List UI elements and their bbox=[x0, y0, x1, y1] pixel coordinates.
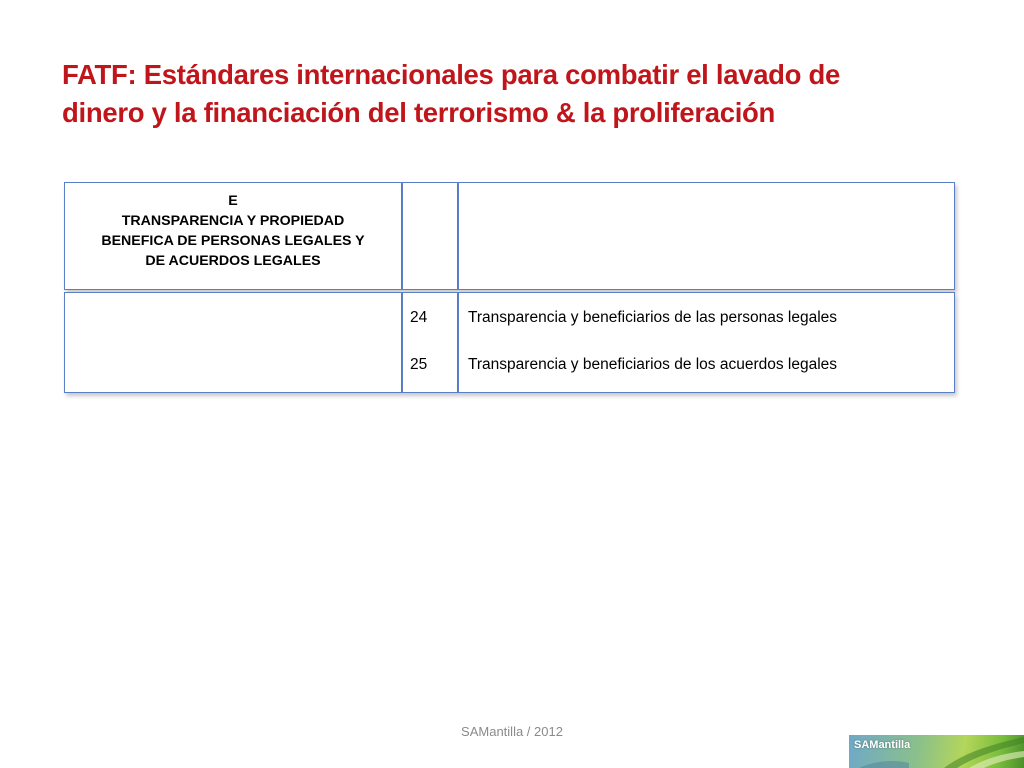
slide-title bbox=[62, 56, 962, 132]
recommendation-number: 24 bbox=[410, 309, 428, 326]
table-header-description-cell bbox=[458, 182, 955, 290]
samantilla-logo bbox=[849, 735, 1024, 768]
logo-text: SAMantilla bbox=[854, 739, 911, 751]
section-letter: E bbox=[228, 193, 238, 209]
recommendation-number: 25 bbox=[410, 356, 428, 373]
table-body-description-cell bbox=[458, 292, 955, 393]
recommendation-text: Transparencia y beneficiarios de los acuerdos legales bbox=[468, 356, 838, 373]
table-header-number-cell bbox=[402, 182, 458, 290]
recommendation-text: Transparencia y beneficiarios de las personas legales bbox=[468, 309, 838, 326]
section-title-line-3: DE ACUERDOS LEGALES bbox=[145, 253, 321, 269]
slide-title-line-1: FATF: Estándares internacionales para combatir el lavado de bbox=[62, 59, 841, 90]
slide-title-line-2: dinero y la financiación del terrorismo & la proliferación bbox=[62, 97, 776, 128]
table-body-left-cell bbox=[64, 292, 402, 393]
section-title-line-2: BENEFICA DE PERSONAS LEGALES Y bbox=[101, 233, 365, 249]
table-header-section bbox=[64, 182, 402, 290]
section-title-line-1: TRANSPARENCIA Y PROPIEDAD bbox=[121, 213, 345, 229]
table-body-number-cell bbox=[402, 292, 458, 393]
footer-credit: SAMantilla / 2012 bbox=[461, 724, 563, 739]
